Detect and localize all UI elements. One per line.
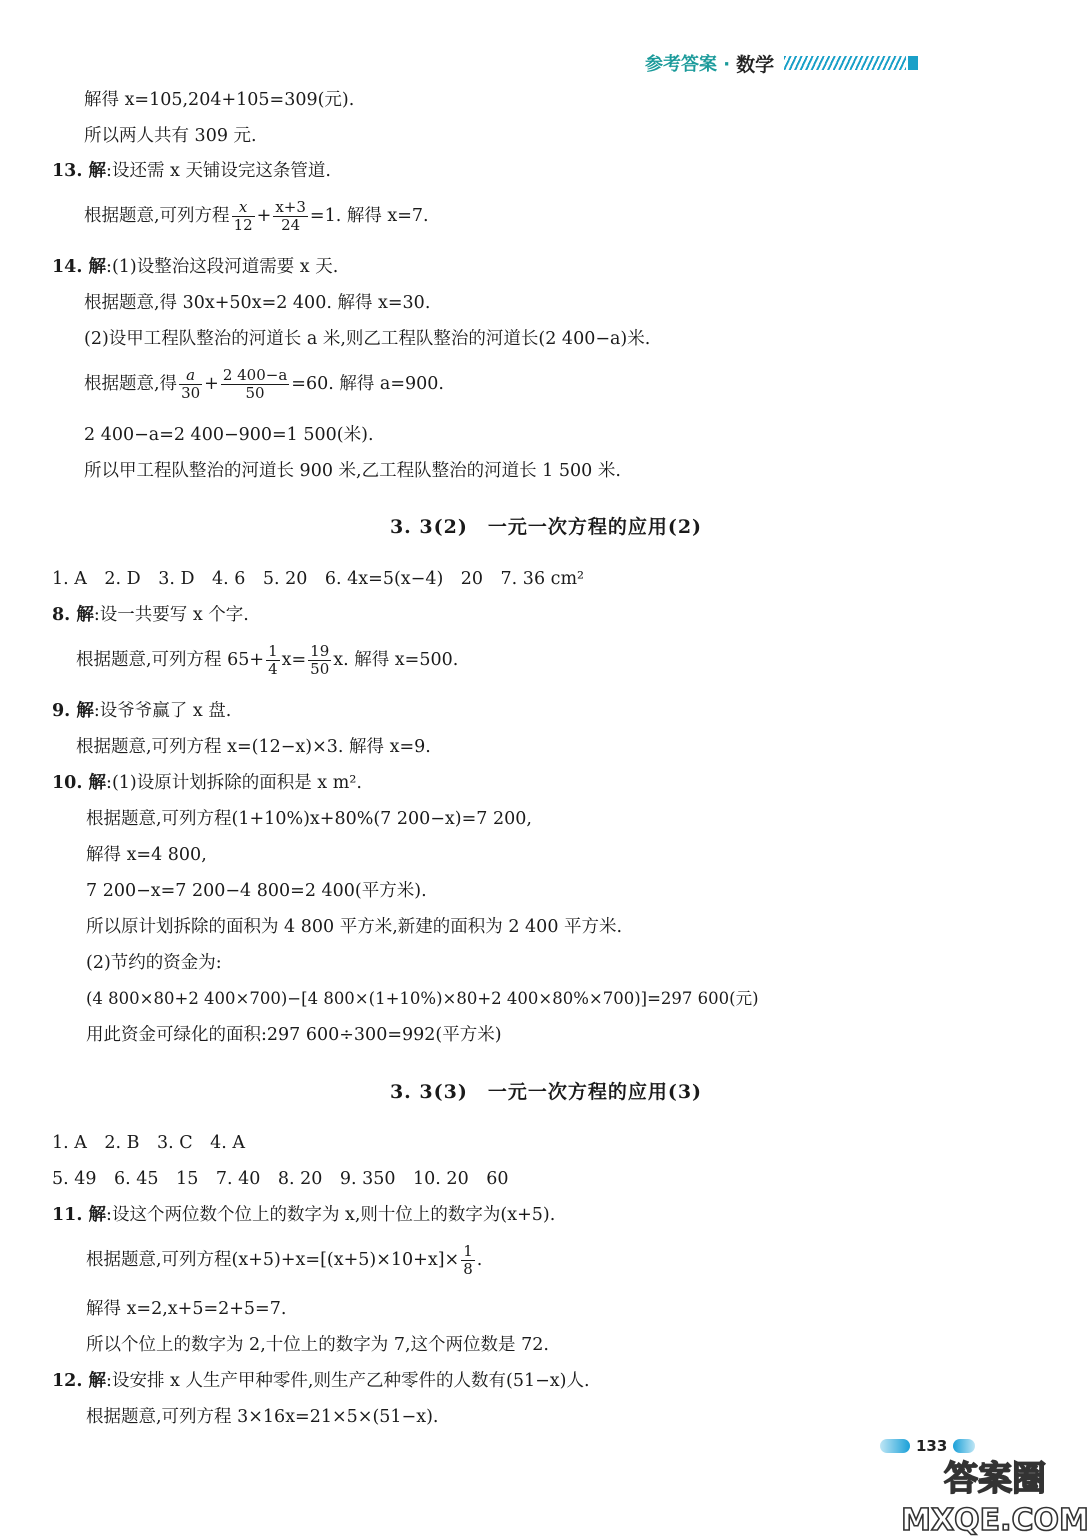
solution-line: 所以甲工程队整治的河道长 900 米,乙工程队整治的河道长 1 500 米. [84,461,621,481]
operator: + [256,206,272,226]
page-header [645,48,918,78]
page-number: 133 [916,1437,948,1455]
solution-line: 用此资金可绿化的面积:297 600÷300=992(平方米) [86,1025,502,1045]
solution-line: 根据题意,得 30x+50x=2 400. 解得 x=30. [84,293,431,313]
solution-line: 所以两人共有 309 元. [84,126,257,146]
solution-line: 根据题意,可列方程 3×16x=21×5×(51−x). [86,1407,439,1427]
header-stripe-end [908,56,918,70]
watermark-logo-icon [900,1452,1090,1536]
problem-text: :设一共要写 x 个字. [93,605,249,625]
solution-line: 7 200−x=7 200−4 800=2 400(平方米). [86,881,427,901]
problem-number: 10. 解 [52,773,107,793]
problem-13 [52,160,331,182]
problem-11 [52,1204,555,1226]
watermark-top: 答案圈 [944,1459,1046,1499]
equation-text: x= [281,650,307,670]
problem-number: 13. 解 [52,161,107,181]
solution-line: 根据题意,可列方程 x=(12−x)×3. 解得 x=9. [76,737,431,757]
fraction: $\frac{1}{4}$ [268,642,278,678]
problem-8 [52,604,249,626]
problem-number: 14. 解 [52,257,107,277]
fraction: $\frac{2 400-a}{50}$ [222,366,288,402]
solution-line: 解得 x=105,204+105=309(元). [84,90,355,110]
problem-14 [52,256,338,278]
problem-number: 9. 解 [52,701,94,721]
problem-text: :设爷爷赢了 x 盘. [93,701,232,721]
fraction: $\frac{19}{50}$ [310,642,330,678]
solution-line: 解得 x=2,x+5=2+5=7. [86,1299,287,1319]
solution-line: 2 400−a=2 400−900=1 500(米). [84,425,374,445]
header-label: 参考答案 · [645,54,731,75]
fraction: $\frac{a}{30}$ [181,366,201,402]
fraction: $\frac{x}{12}$ [233,198,253,234]
equation-text: 根据题意,得 [84,374,178,394]
solution-line: (2)设甲工程队整治的河道长 a 米,则乙工程队整治的河道长(2 400−a)米. [84,329,651,349]
equation-line [86,1241,482,1279]
solution-line: (2)节约的资金为: [86,953,222,973]
watermark-bottom: MXQE.COM [901,1503,1089,1536]
problem-text: :设安排 x 人生产甲种零件,则生产乙种零件的人数有(51−x)人. [106,1371,590,1391]
problem-number: 11. 解 [52,1205,107,1225]
problem-number: 8. 解 [52,605,94,625]
problem-text: :(1)设原计划拆除的面积是 x m². [106,773,362,793]
fraction: $\frac{x+3}{24}$ [275,198,306,234]
problem-12 [52,1370,590,1392]
solution-line: 根据题意,可列方程(1+10%)x+80%(7 200−x)=7 200, [86,809,532,829]
problem-9 [52,700,231,722]
solution-line: 所以个位上的数字为 2,十位上的数字为 7,这个两位数是 72. [86,1335,549,1355]
equation-line [84,197,429,235]
answer-line: 1. A 2. D 3. D 4. 6 5. 20 6. 4x=5(x−4) 20 7. 36 cm² [52,569,585,589]
problem-text: :(1)设整治这段河道需要 x 天. [106,257,339,277]
equation-text: x. 解得 x=500. [333,650,459,670]
solution-line: 所以原计划拆除的面积为 4 800 平方米,新建的面积为 2 400 平方米. [86,917,623,937]
equation-text: 根据题意,可列方程 [84,206,230,226]
equation-text: 根据题意,可列方程(x+5)+x=[(x+5)×10+x]× [86,1250,460,1270]
equation-line [76,641,458,679]
equation-text: 根据题意,可列方程 65+ [76,650,265,670]
equation-text: =1. 解得 x=7. [309,206,429,226]
equation-text: . [476,1250,483,1270]
page-number-decoration-right [953,1439,975,1453]
equation-line [84,365,444,403]
header-subject: 数学 [736,53,775,76]
operator: + [204,374,219,394]
solution-line: 解得 x=4 800, [86,845,207,865]
answer-line: 1. A 2. B 3. C 4. A [52,1133,246,1153]
answer-line: 5. 49 6. 45 15 7. 40 8. 20 9. 350 10. 20 60 [52,1169,509,1189]
solution-line: (4 800×80+2 400×700)−[4 800×(1+10%)×80+2 400×80%×700)]=297 600(元) [86,989,759,1008]
problem-10 [52,772,362,794]
problem-text: :设还需 x 天铺设完这条管道. [106,161,331,181]
problem-text: :设这个两位数个位上的数字为 x,则十位上的数字为(x+5). [106,1205,556,1225]
section-title: 3. 3(3) 一元一次方程的应用(3) [389,1081,703,1103]
header-stripe-decoration [784,56,906,70]
page-number-decoration-left [880,1439,910,1453]
fraction: $\frac{1}{8}$ [463,1242,473,1278]
equation-text: =60. 解得 a=900. [291,374,444,394]
problem-number: 12. 解 [52,1371,107,1391]
section-title: 3. 3(2) 一元一次方程的应用(2) [389,516,703,538]
